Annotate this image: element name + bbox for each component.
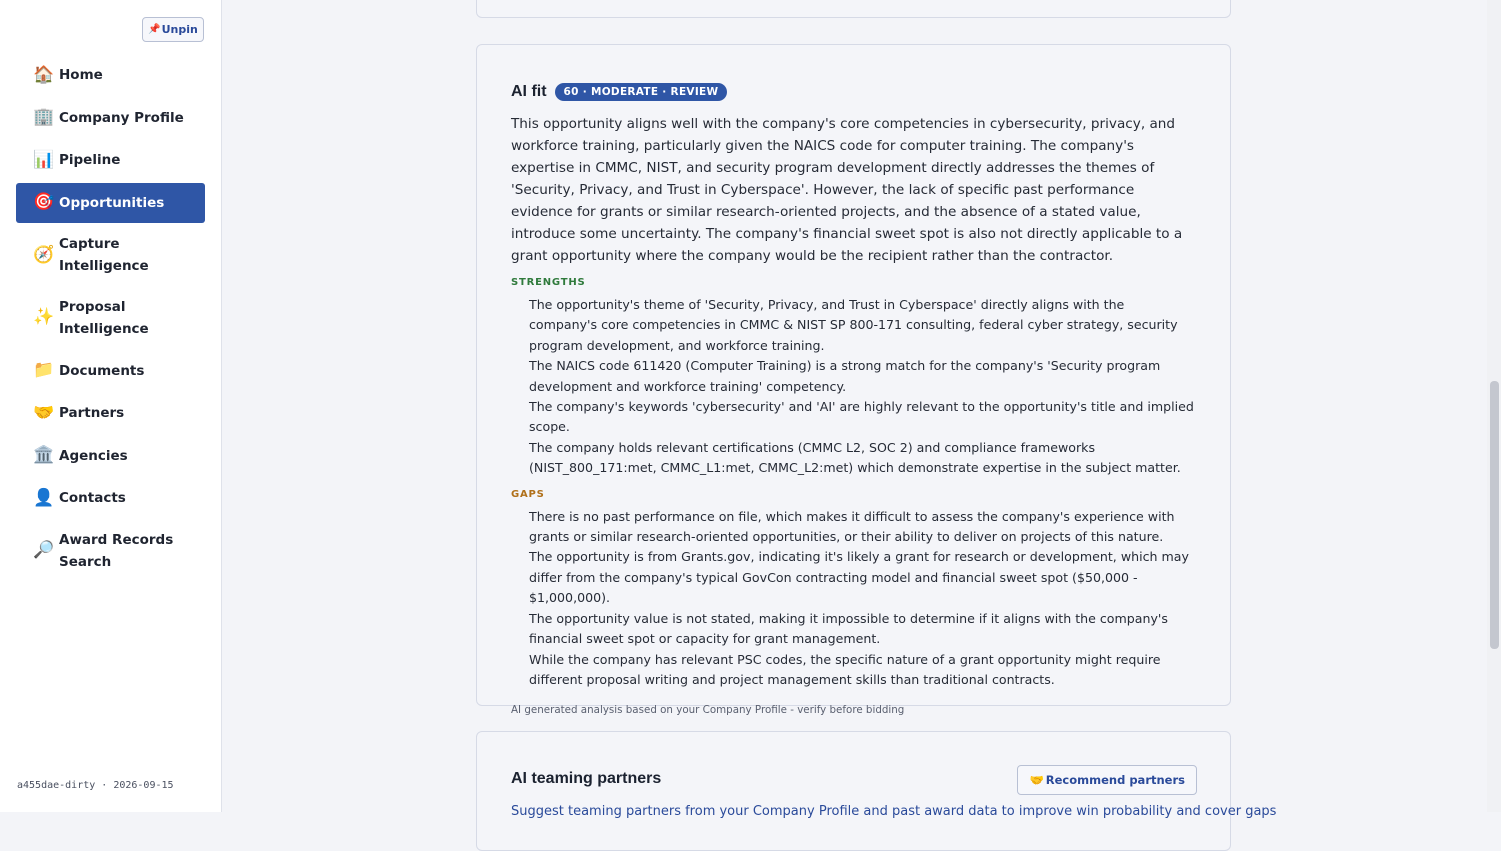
ai-fit-summary: This opportunity aligns well with the company's core competencies in cybersecurity, privacy, and workforce training, particularly given the NAICS code for computer training. The company's expertise in CMMC, NIST, and security program development directly addresses the themes of 'Security, Privacy, and Trust in Cyberspace'. However, the lack of specific past performance evidence for grants or similar research-oriented projects, and the absence of a stated value, introduce some uncertainty. The company's financial sweet spot is also not directly applicable to a grant opportunity where the company would be the recipient rather than the contractor. <box>511 116 1183 264</box>
sidebar-item-label: Pipeline <box>59 152 121 169</box>
sidebar-item-label: Home <box>59 67 103 83</box>
strength-item: The company's keywords 'cybersecurity' and 'AI' are highly relevant to the opportunity's title and implied scope. <box>529 399 1194 435</box>
sidebar-nav <box>16 55 205 584</box>
sidebar-item-label: Contacts <box>59 490 126 507</box>
teaming-title: AI teaming partners <box>511 770 662 787</box>
sidebar-item-contacts[interactable] <box>16 478 205 518</box>
compass-icon: 🧭 <box>33 244 55 265</box>
sidebar-item-label: Award Records Search <box>59 531 174 570</box>
bank-icon: 🏛️ <box>33 445 55 466</box>
fit-score-badge: 60 · MODERATE · REVIEW <box>555 83 728 101</box>
handshake-icon: 🤝 <box>1029 773 1044 787</box>
sidebar-item-partners[interactable] <box>16 393 205 433</box>
ai-disclaimer: AI generated analysis based on your Company Profile - verify before bidding <box>511 704 905 717</box>
folder-icon: 📁 <box>33 360 55 381</box>
strengths-label: STRENGTHS <box>511 277 586 288</box>
strengths-list <box>529 295 1196 479</box>
ai-fit-header <box>511 81 1196 103</box>
sidebar-item-agencies[interactable] <box>16 436 205 476</box>
sidebar-item-label: Partners <box>59 405 125 422</box>
target-icon: 🎯 <box>33 192 55 213</box>
unpin-label: Unpin <box>161 23 198 36</box>
sidebar-item-label: Opportunities <box>59 194 165 211</box>
strength-item: The opportunity's theme of 'Security, Privacy, and Trust in Cyberspace' directly aligns with the company's core competencies in CMMC & NIST SP 800-171 consulting, federal cyber strategy, security program development, and workforce training. <box>529 297 1178 353</box>
gap-item: While the company has relevant PSC codes, the specific nature of a grant opportunity might require different proposal writing and project management skills than traditional contracts. <box>529 651 1161 687</box>
teaming-subtitle: Suggest teaming partners from your Company Profile and past award data to improve win probability and cover gaps <box>511 804 1277 819</box>
recommend-partners-label: Recommend partners <box>1045 773 1185 787</box>
gaps-label: GAPS <box>511 488 545 500</box>
gap-item: The opportunity is from Grants.gov, indicating it's likely a grant for research or development, which may differ from the company's typical GovCon contracting model and financial sweet spot ($50,000 - $1,000,000). <box>529 549 1189 606</box>
sidebar-item-label: Documents <box>59 362 145 379</box>
gaps-list <box>529 507 1196 691</box>
unpin-button[interactable] <box>142 17 204 42</box>
chart-icon: 📊 <box>33 149 55 170</box>
sidebar-item-home[interactable] <box>16 55 205 95</box>
building-icon: 🏢 <box>33 107 55 128</box>
sidebar-item-label: Capture Intelligence <box>59 236 149 275</box>
sidebar <box>0 0 222 812</box>
gap-item: The opportunity value is not stated, making it impossible to determine if it aligns with the company's financial sweet spot or capacity for grant management. <box>529 610 1168 647</box>
sidebar-item-label: Agencies <box>59 447 128 464</box>
sidebar-item-capture-intelligence[interactable] <box>16 225 205 285</box>
magnifier-icon: 🔎 <box>33 540 55 561</box>
gap-item: There is no past performance on file, which makes it difficult to assess the company's experience with grants or similar research-oriented opportunities, or their ability to deliver on projects of this nature. <box>529 508 1175 545</box>
sidebar-item-pipeline[interactable] <box>16 140 205 180</box>
ai-fit-title: AI fit <box>511 83 547 100</box>
sidebar-item-label: Proposal Intelligence <box>59 298 149 337</box>
sidebar-item-proposal-intelligence[interactable] <box>16 288 205 348</box>
sparkles-icon: ✨ <box>33 307 55 328</box>
sidebar-item-opportunities[interactable] <box>16 183 205 223</box>
ai-teaming-card <box>476 731 1277 851</box>
recommend-partners-button[interactable] <box>1017 765 1197 795</box>
handshake-icon: 🤝 <box>33 402 55 423</box>
pin-icon: 📌 <box>148 24 161 35</box>
person-icon: 👤 <box>33 487 55 508</box>
home-icon: 🏠 <box>33 64 55 85</box>
strength-item: The company holds relevant certifications (CMMC L2, SOC 2) and compliance frameworks (NIST_800_171:met, CMMC_L1:met, CMMC_L2:met) which demonstrate expertise in the subject matter. <box>529 439 1181 476</box>
scrollbar[interactable] <box>1487 0 1501 812</box>
strength-item: The NAICS code 611420 (Computer Training) is a strong match for the company's 'Security program development and workforce training' competency. <box>529 358 1161 394</box>
sidebar-item-company-profile[interactable] <box>16 98 205 138</box>
sidebar-item-documents[interactable] <box>16 351 205 391</box>
sidebar-item-award-records-search[interactable] <box>16 521 205 581</box>
sidebar-item-label: Company Profile <box>59 109 184 126</box>
version-label: a455dae-dirty · 2026-09-15 <box>17 780 174 791</box>
ai-fit-card <box>476 44 1231 717</box>
previous-card <box>476 0 1231 18</box>
scrollbar-thumb[interactable] <box>1490 381 1499 649</box>
